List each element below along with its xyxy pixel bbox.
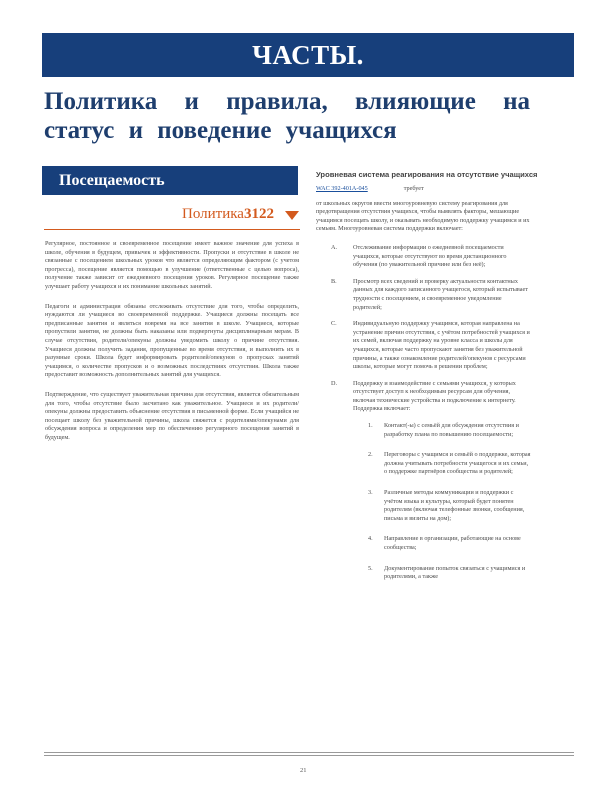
triangle-down-icon[interactable]	[285, 211, 299, 220]
list-item-text: Индивидуальную поддержку учащимся, которая направлена на устранение причин отсутствия, с учётом потребностей учащихся и их семей, включая поддержку на уровне класса и школы для учащихся, которые часто пропускают занятия без уважительной причины, а также ознакомление родителей/опекунов с ресурсами школы, которые могут помочь в решении проблем;	[353, 320, 530, 371]
sub-list-item-text: Различные методы коммуникации и поддержки с учётом языка и культуры, который будет понятен родителям (включая телефонные звонки, сообщения, письма и визиты на дом);	[384, 489, 525, 522]
sub-list-item	[353, 565, 531, 582]
sub-list-marker: 3.	[368, 489, 373, 497]
sub-list-item	[353, 535, 531, 552]
list-marker: D.	[331, 379, 338, 387]
policy-reference[interactable]	[182, 206, 274, 223]
policy-word: Политика	[182, 206, 244, 222]
intro-paragraph: от школьных округов ввести многоуровневую систему реагирования для предотвращения отсутствия учащихся, чтобы выявлять факторы, мешающие учащимся посещать школу, и оказывать необходимую поддержку учащимся и их семьям. Многоуровневая система поддержки включает:	[316, 199, 530, 233]
list-item-text: Отслеживание информации о ежедневной посещаемости учащихся, которые отсутствуют во время дистанционного обучения (по уважительной причине или без неё);	[353, 243, 507, 269]
list-item	[316, 320, 574, 372]
sub-list-marker: 5.	[368, 564, 373, 572]
list-marker: B.	[331, 277, 337, 285]
section-title: Посещаемость	[59, 171, 165, 189]
policy-number: 3122	[243, 206, 274, 222]
numbered-list	[353, 422, 531, 582]
wac-suffix: требует	[403, 185, 424, 192]
sub-list-item-text: Контакт(-ы) с семьёй для обсуждения отсутствия и разработку плана по повышению посещаемости;	[384, 422, 519, 438]
list-item-text: Просмотр всех сведений и проверку актуальности контактных данных для каждого записанного учащегося, который испытывает трудности с посещением, и своевременное уведомление родителей;	[353, 277, 528, 311]
footer-divider	[44, 755, 574, 756]
list-item-text	[353, 380, 531, 594]
sub-list-item-text: Направление в организации, работающие на основе сообщества;	[384, 535, 521, 551]
list-item	[316, 380, 574, 594]
wac-line	[316, 185, 574, 194]
sub-list-marker: 4.	[368, 535, 373, 543]
wac-link[interactable]: WAC 392-401A-045	[316, 185, 368, 192]
section-header	[42, 166, 298, 195]
list-marker: C.	[331, 320, 337, 328]
list-item	[316, 278, 574, 312]
body-paragraph: Подтверждение, что существует уважительная причина для отсутствия, является обязательным для того, чтобы отсутствие было засчитано как уважительное. Учащиеся и их родители/опекуны должны предоставить объяснение отсутствия в письменной форме. Если учащийся не посещает школу без уважительной причины, школа свяжется с родителями/опекунами для обсуждения вопроса и определения мер по обеспечению регулярного посещения занятий в будущем.	[45, 390, 299, 441]
sub-list-marker: 1.	[368, 422, 373, 430]
lettered-list	[316, 244, 574, 594]
right-column	[316, 170, 574, 602]
page-number: 21	[300, 767, 307, 774]
sub-list-item-text: Переговоры с учащимся и семьёй о поддержке, которая должна учитывать потребности учащегося и их семьи, о поддержке партнёров сообщества и родителей;	[384, 451, 531, 476]
list-marker: A.	[331, 243, 338, 251]
sub-list-item	[353, 451, 531, 477]
body-paragraph: Регулярное, постоянное и своевременное посещение имеет важное значение для успеха в школе, обучения в будущем, привычек и эффективности. Пропуски и отсутствие в школе не связанные с посещением школьных уроков что является определяющим фактором (с учетом прогресса), посещение является помощью в улучшение (ответственные с целью вопроса), получение также зависит от ежедневного посещения уроков. Регулярное посещение также улучшает работу учащихся и их понимание школьных занятий.	[45, 240, 299, 290]
list-item-body: Поддержку и взаимодействие с семьями учащихся, у которых отсутствует доступ к необходимым ресурсам для обучения, включая технические устройства и подключение к интернету. Поддержка включает:	[353, 379, 516, 413]
footer-divider	[44, 752, 574, 753]
sub-list-item	[353, 422, 531, 439]
part-banner	[42, 33, 574, 77]
list-item	[316, 244, 574, 270]
policy-divider	[44, 229, 300, 230]
subsection-heading: Уровневая система реагирования на отсутствие учащихся	[316, 170, 538, 179]
body-paragraph: Педагоги и администрация обязаны отслеживать отсутствие для того, чтобы определить, нуждаются ли учащиеся во своевременной поддержке. Учащиеся должны посещать все предписанные занятия и являться вовремя на все занятия в школе. Учащиеся, которые пропустили занятия, не должны быть наказаны или подвергнуты дисциплинарным мерам. В случае отсутствия, родители/опекуны должны уведомить школу о причине отсутствия. Учащиеся должны получить задания, пропущенные во время отсутствия, и выполнить их в разумные сроки. Школа будет информировать родителей/опекунов о пропусках занятий учащимся, о количестве пропусков и о возможных последствиях отсутствия. Школа также предоставит возможность дополнительных занятий для учащихся.	[45, 302, 299, 379]
sub-list-item	[353, 489, 531, 523]
page-title: Политика и правила, влияющие на статус и поведение учащихся	[44, 88, 530, 144]
sub-list-item-text: Документирование попыток связаться с учащимися и родителями, а также	[384, 564, 526, 581]
sub-list-marker: 2.	[368, 451, 373, 459]
part-label: ЧАСТЫ.	[252, 39, 364, 70]
left-column	[45, 240, 299, 453]
